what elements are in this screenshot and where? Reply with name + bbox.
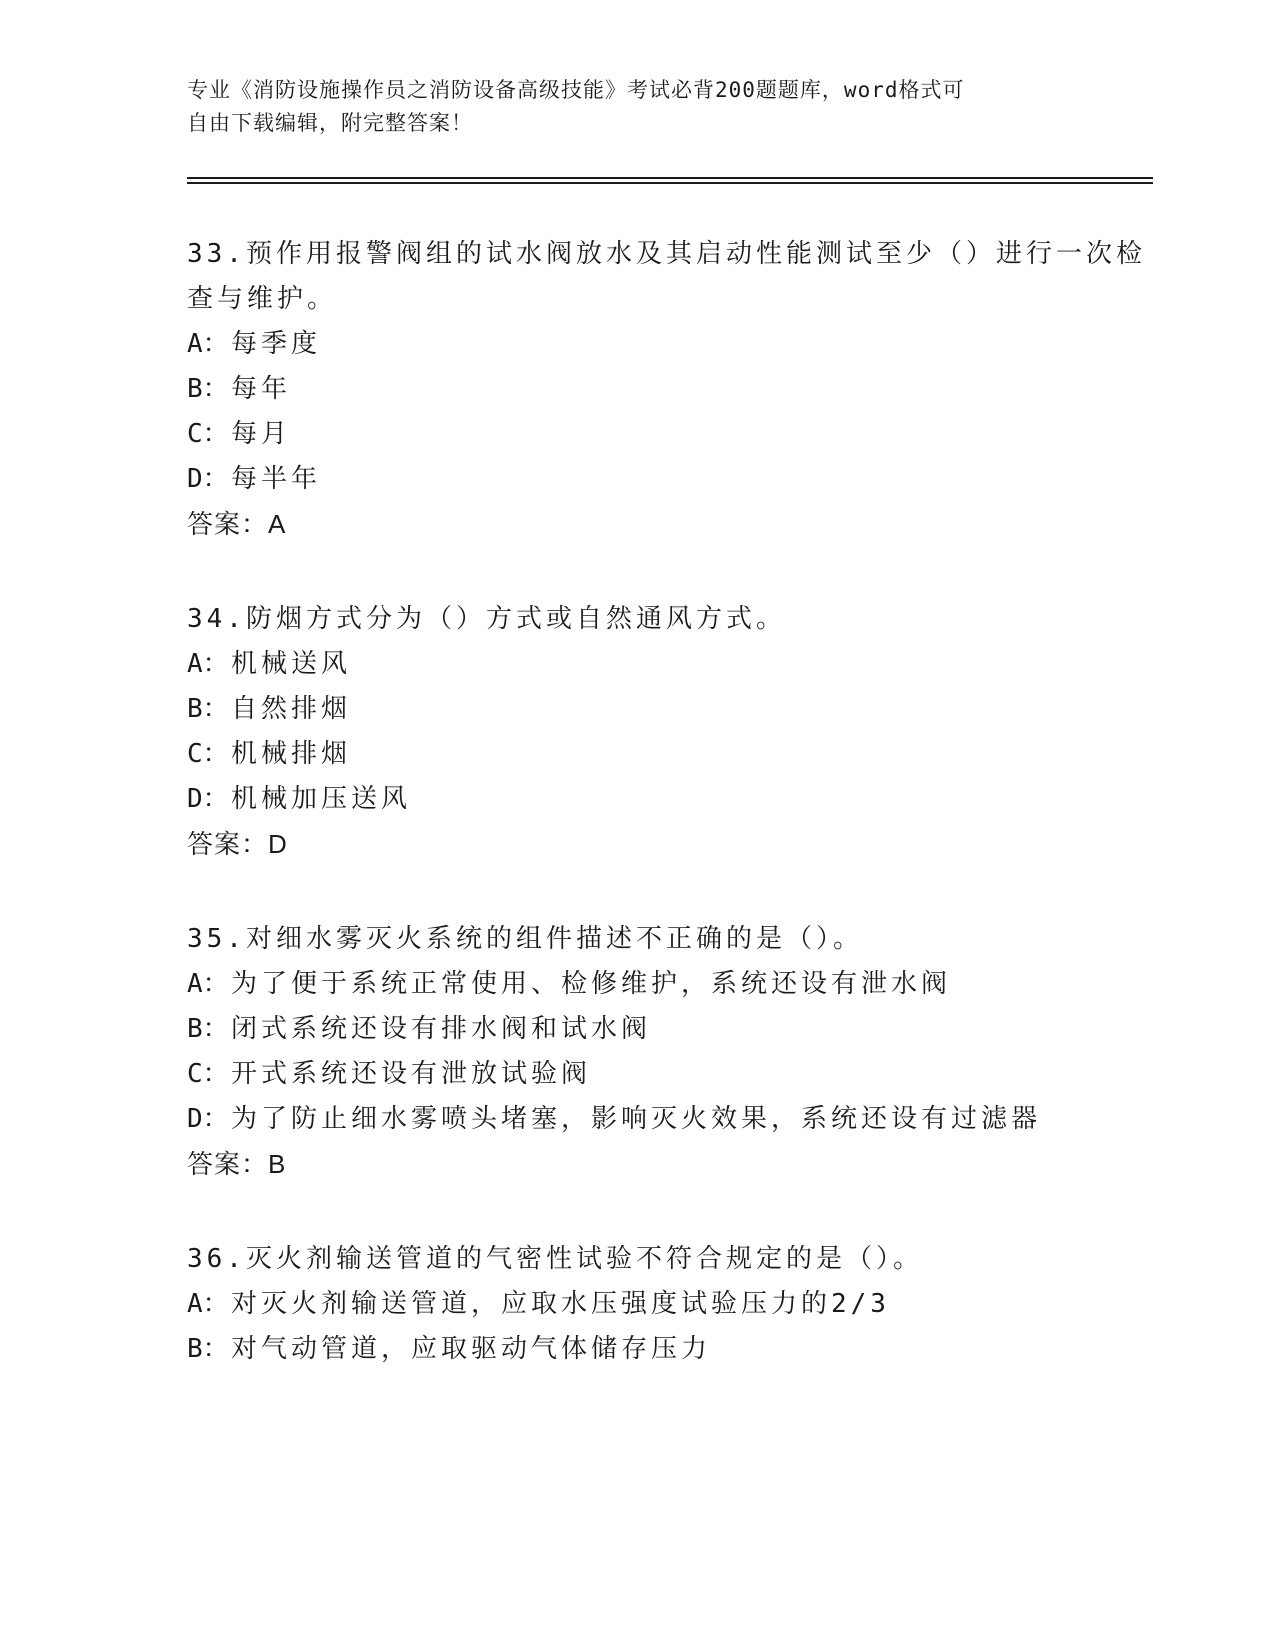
option-text: 每年 [231,374,292,404]
option-letter: D： [187,1104,229,1134]
option-letter: B： [187,1334,229,1364]
option-text: 自然排烟 [231,694,352,724]
answer-value: A [268,509,287,539]
answer-line [187,1142,1147,1188]
option-a [187,322,1147,367]
option-a [187,642,1147,687]
option-text: 机械排烟 [231,739,352,769]
option-letter: D： [187,464,229,494]
option-letter: B： [187,694,229,724]
option-b [187,687,1147,732]
option-c [187,412,1147,457]
answer-label: 答案： [187,1150,269,1180]
option-b [187,1007,1147,1052]
option-letter: C： [187,419,229,449]
question-list [187,232,1147,1421]
option-letter: A： [187,329,229,359]
option-letter: C： [187,739,229,769]
option-text: 每半年 [231,464,322,494]
question-stem: 33.预作用报警阀组的试水阀放水及其启动性能测试至少（）进行一次检查与维护。 [187,239,1146,314]
option-text: 开式系统还设有泄放试验阀 [231,1059,592,1089]
option-letter: D： [187,784,229,814]
document-header [187,74,1087,140]
option-text: 为了便于系统正常使用、检修维护，系统还设有泄水阀 [231,969,952,999]
option-b [187,1327,1147,1372]
option-text: 每季度 [231,329,322,359]
option-d [187,457,1147,502]
answer-line [187,822,1147,868]
option-letter: B： [187,1014,229,1044]
option-text: 每月 [231,419,292,449]
option-a [187,962,1147,1007]
question-item [187,1237,1147,1372]
option-letter: A： [187,1289,229,1319]
question-stem: 34.防烟方式分为（）方式或自然通风方式。 [187,604,786,634]
answer-line [187,502,1147,548]
option-text: 闭式系统还设有排水阀和试水阀 [231,1014,652,1044]
question-stem: 36.灭火剂输送管道的气密性试验不符合规定的是（）。 [187,1244,923,1274]
option-c [187,1052,1147,1097]
header-line-2: 自由下载编辑，附完整答案！ [187,111,473,135]
option-letter: C： [187,1059,229,1089]
answer-label: 答案： [187,510,269,540]
option-letter: A： [187,649,229,679]
option-text: 机械送风 [231,649,352,679]
option-c [187,732,1147,777]
option-d [187,1097,1147,1142]
option-letter: A： [187,969,229,999]
option-text: 机械加压送风 [231,784,412,814]
header-line-1: 专业《消防设施操作员之消防设备高级技能》考试必背200题题库，word格式可 [187,78,965,102]
option-d [187,777,1147,822]
answer-label: 答案： [187,830,269,860]
question-stem: 35.对细水雾灭火系统的组件描述不正确的是（）。 [187,924,863,954]
question-item [187,232,1147,548]
header-rule-top [187,177,1153,179]
question-item [187,597,1147,868]
answer-value: B [268,1149,287,1179]
question-item [187,917,1147,1188]
answer-value: D [268,829,288,859]
option-text: 为了防止细水雾喷头堵塞，影响灭火效果，系统还设有过滤器 [231,1104,1042,1134]
header-rule-bottom [187,182,1153,184]
option-a [187,1282,1147,1327]
option-letter: B： [187,374,229,404]
option-b [187,367,1147,412]
option-text: 对灭火剂输送管道，应取水压强度试验压力的2/3 [231,1289,890,1319]
option-text: 对气动管道，应取驱动气体储存压力 [231,1334,712,1364]
